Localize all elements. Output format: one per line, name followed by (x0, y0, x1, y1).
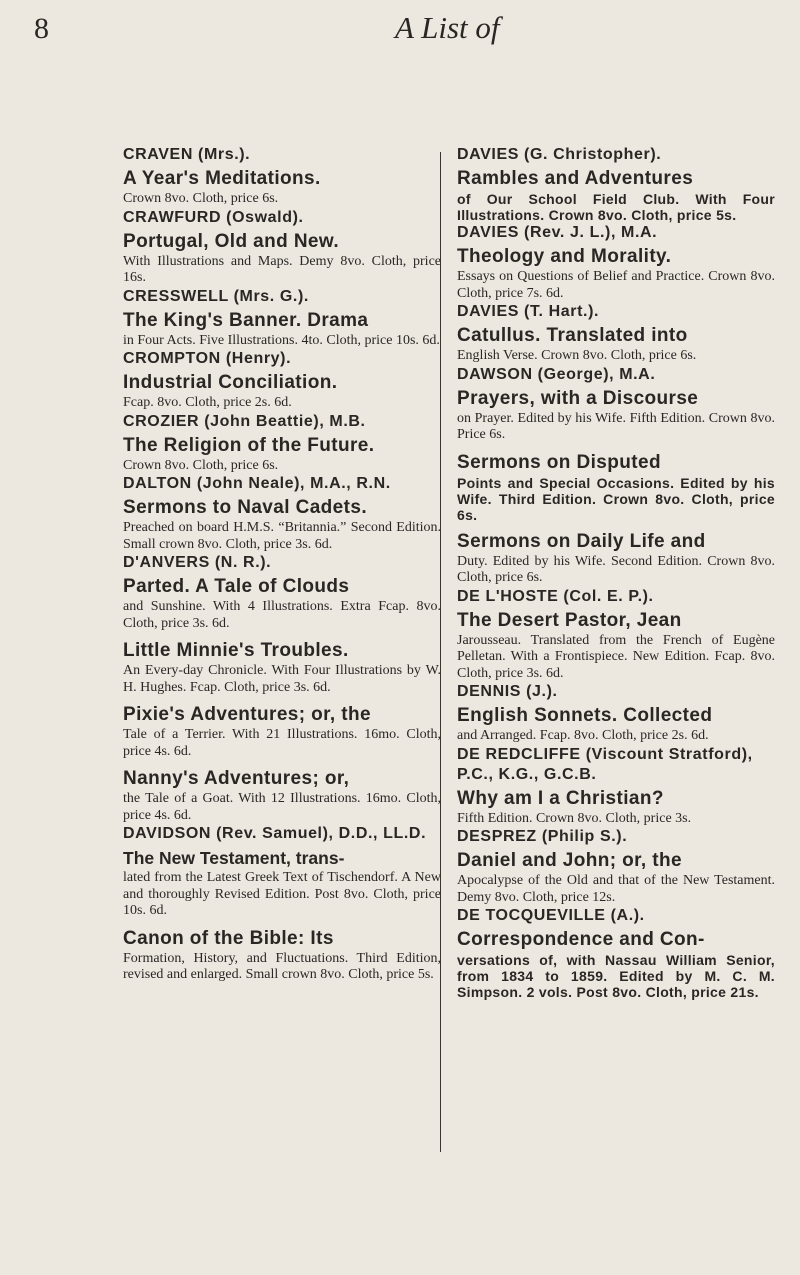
catalog-entry (457, 682, 775, 745)
book-listing (457, 325, 775, 365)
book-description: English Verse. Crown 8vo. Cloth, price 6s. (457, 348, 697, 363)
book-title: Rambles and Adventures (457, 168, 694, 189)
book-description: Crown 8vo. Cloth, price 6s. (123, 457, 279, 473)
book-description: Tale of a Terrier. With 21 Illustrations. 16mo. Cloth, price 4s. 6d. (123, 727, 441, 759)
author-name: DAVIES (T. Hart.). (457, 303, 600, 320)
book-title: Sermons on Disputed (457, 451, 661, 473)
book-description: Preached on board H.M.S. “Britannia.” Second Edition. Small crown 8vo. Cloth, price 3s. 6d. (123, 520, 441, 552)
book-listing (123, 704, 441, 760)
book-title: Sermons to Naval Cadets. (123, 497, 368, 518)
book-listing (123, 497, 441, 553)
book-description: on Prayer. Edited by his Wife. Fifth Edition. Crown 8vo. Price 6s. (457, 410, 775, 442)
book-listing (123, 928, 441, 984)
book-description: Essays on Questions of Belief and Practice. Crown 8vo. Cloth, price 7s. 6d. (457, 269, 775, 301)
author-name: DAWSON (George), M.A. (457, 365, 656, 383)
book-listing (457, 788, 775, 828)
catalog-entry (457, 365, 775, 587)
author-name: CRESSWELL (Mrs. G.). (123, 287, 309, 305)
book-title: English Sonnets. Collected (457, 705, 713, 726)
book-title: Sermons on Daily Life and (457, 530, 706, 552)
author-name: DAVIES (G. Christopher). (457, 146, 662, 163)
catalog-entry (123, 474, 441, 553)
book-listing (457, 929, 775, 1000)
left-column (123, 145, 441, 984)
book-listing (123, 372, 441, 412)
catalog-entry (123, 145, 441, 208)
author-name: DALTON (John Neale), M.A., R.N. (123, 475, 391, 492)
right-column (457, 145, 775, 1000)
author-name: D'ANVERS (N. R.). (123, 554, 272, 571)
book-description: Apocalypse of the Old and that of the New Testament. Demy 8vo. Cloth, price 12s. (457, 873, 775, 905)
book-listing (457, 388, 775, 444)
book-title: Industrial Conciliation. (123, 372, 338, 393)
author-name: CRAVEN (Mrs.). (123, 146, 251, 163)
book-description: of Our School Field Club. With Four Illustrations. Crown 8vo. Cloth, price 5s. (457, 191, 775, 223)
book-description: versations of, with Nassau William Senior, from 1834 to 1859. Edited by M. C. M. Simpson. 2 vols. Post 8vo. Cloth, price 21s. (457, 952, 775, 1000)
book-title: Prayers, with a Discourse (457, 387, 699, 409)
running-head: A List of (395, 10, 500, 45)
book-listing (457, 168, 775, 223)
author-name: DESPREZ (Philip S.). (457, 828, 628, 845)
author-name: DAVIDSON (Rev. Samuel), D.D., LL.D. (123, 825, 427, 842)
book-listing (123, 640, 441, 696)
book-title: Little Minnie's Troubles. (123, 640, 349, 661)
book-description: and Arranged. Fcap. 8vo. Cloth, price 2s. 6d. (457, 728, 709, 743)
book-description: Jarousseau. Translated from the French of Eugène Pelletan. With a Frontispiece. New Edition. Fcap. 8vo. Cloth, price 3s. 6d. (457, 632, 775, 681)
page-header (0, 0, 800, 60)
book-title: Catullus. Translated into (457, 325, 688, 346)
book-title: The King's Banner. Drama (123, 309, 369, 331)
book-description: Fcap. 8vo. Cloth, price 2s. 6d. (123, 395, 292, 410)
book-description: in Four Acts. Five Illustrations. 4to. Cloth, price 10s. 6d. (123, 332, 440, 348)
book-title: Canon of the Bible: Its (123, 927, 334, 949)
book-description: Fifth Edition. Crown 8vo. Cloth, price 3s. (457, 810, 692, 826)
book-description: An Every-day Chronicle. With Four Illustrations by W. H. Hughes. Fcap. Cloth, price 3s. 6d. (123, 663, 441, 695)
author-name: DE L'HOSTE (Col. E. P.). (457, 587, 654, 605)
book-listing (457, 452, 775, 523)
catalog-entry (457, 302, 775, 365)
book-title: Daniel and John; or, the (457, 850, 682, 871)
book-listing (123, 768, 441, 824)
book-description: Duty. Edited by his Wife. Second Edition. Crown 8vo. Cloth, price 6s. (457, 553, 775, 585)
book-listing (457, 246, 775, 302)
book-listing (123, 231, 441, 287)
catalog-entry (457, 223, 775, 302)
book-listing (123, 435, 441, 475)
book-description: Formation, History, and Fluctuations. Third Edition, revised and enlarged. Small crown 8vo. Cloth, price 5s. (123, 950, 441, 982)
page-number: 8 (34, 12, 49, 45)
catalog-entry (123, 824, 441, 984)
book-title: A Year's Meditations. (123, 168, 321, 189)
author-name: DE REDCLIFFE (Viscount Stratford), P.C., K.G., G.C.B. (457, 745, 753, 783)
book-description: Points and Special Occasions. Edited by his Wife. Third Edition. Crown 8vo. Cloth, price 6s. (457, 474, 775, 523)
book-title: Theology and Morality. (457, 246, 672, 267)
book-listing (457, 850, 775, 906)
author-name: DENNIS (J.). (457, 683, 558, 700)
catalog-entry (123, 412, 441, 475)
book-description: Crown 8vo. Cloth, price 6s. (123, 191, 279, 206)
catalog-entry (123, 208, 441, 287)
catalog-entry (457, 145, 775, 223)
book-listing (457, 610, 775, 683)
book-listing (457, 531, 775, 587)
author-name: CROMPTON (Henry). (123, 350, 292, 367)
author-name: CROZIER (John Beattie), M.B. (123, 412, 366, 430)
book-listing (123, 310, 441, 350)
author-name: DE TOCQUEVILLE (A.). (457, 907, 645, 924)
book-description: With Illustrations and Maps. Demy 8vo. Cloth, price 16s. (123, 253, 441, 285)
catalog-entry (123, 349, 441, 412)
author-name: CRAWFURD (Oswald). (123, 208, 304, 226)
catalog-entry (457, 745, 775, 828)
book-description: lated from the Latest Greek Text of Tischendorf. A New and thoroughly Revised Edition. Post 8vo. Cloth, price 10s. 6d. (123, 870, 441, 918)
book-title: Portugal, Old and New. (123, 230, 340, 252)
catalog-entry (457, 827, 775, 906)
book-title: The New Testament, trans- (123, 848, 345, 868)
book-listing (123, 847, 441, 920)
book-listing (457, 705, 775, 745)
book-description: and Sunshine. With 4 Illustrations. Extra Fcap. 8vo. Cloth, price 3s. 6d. (123, 599, 441, 631)
book-listing (123, 576, 441, 632)
book-title: Why am I a Christian? (457, 787, 664, 809)
book-title: Pixie's Adventures; or, the (123, 704, 371, 725)
book-title: Correspondence and Con- (457, 929, 705, 950)
book-title: The Religion of the Future. (123, 434, 375, 456)
catalog-entry (457, 587, 775, 683)
book-title: Parted. A Tale of Clouds (123, 576, 350, 597)
catalog-entry (457, 906, 775, 1000)
book-title: Nanny's Adventures; or, (123, 768, 350, 789)
book-description: the Tale of a Goat. With 12 Illustrations. 16mo. Cloth, price 4s. 6d. (123, 791, 441, 823)
catalog-entry (123, 287, 441, 350)
catalog-entry (123, 553, 441, 824)
book-title: The Desert Pastor, Jean (457, 609, 682, 631)
book-listing (123, 168, 441, 208)
author-name: DAVIES (Rev. J. L.), M.A. (457, 224, 658, 241)
